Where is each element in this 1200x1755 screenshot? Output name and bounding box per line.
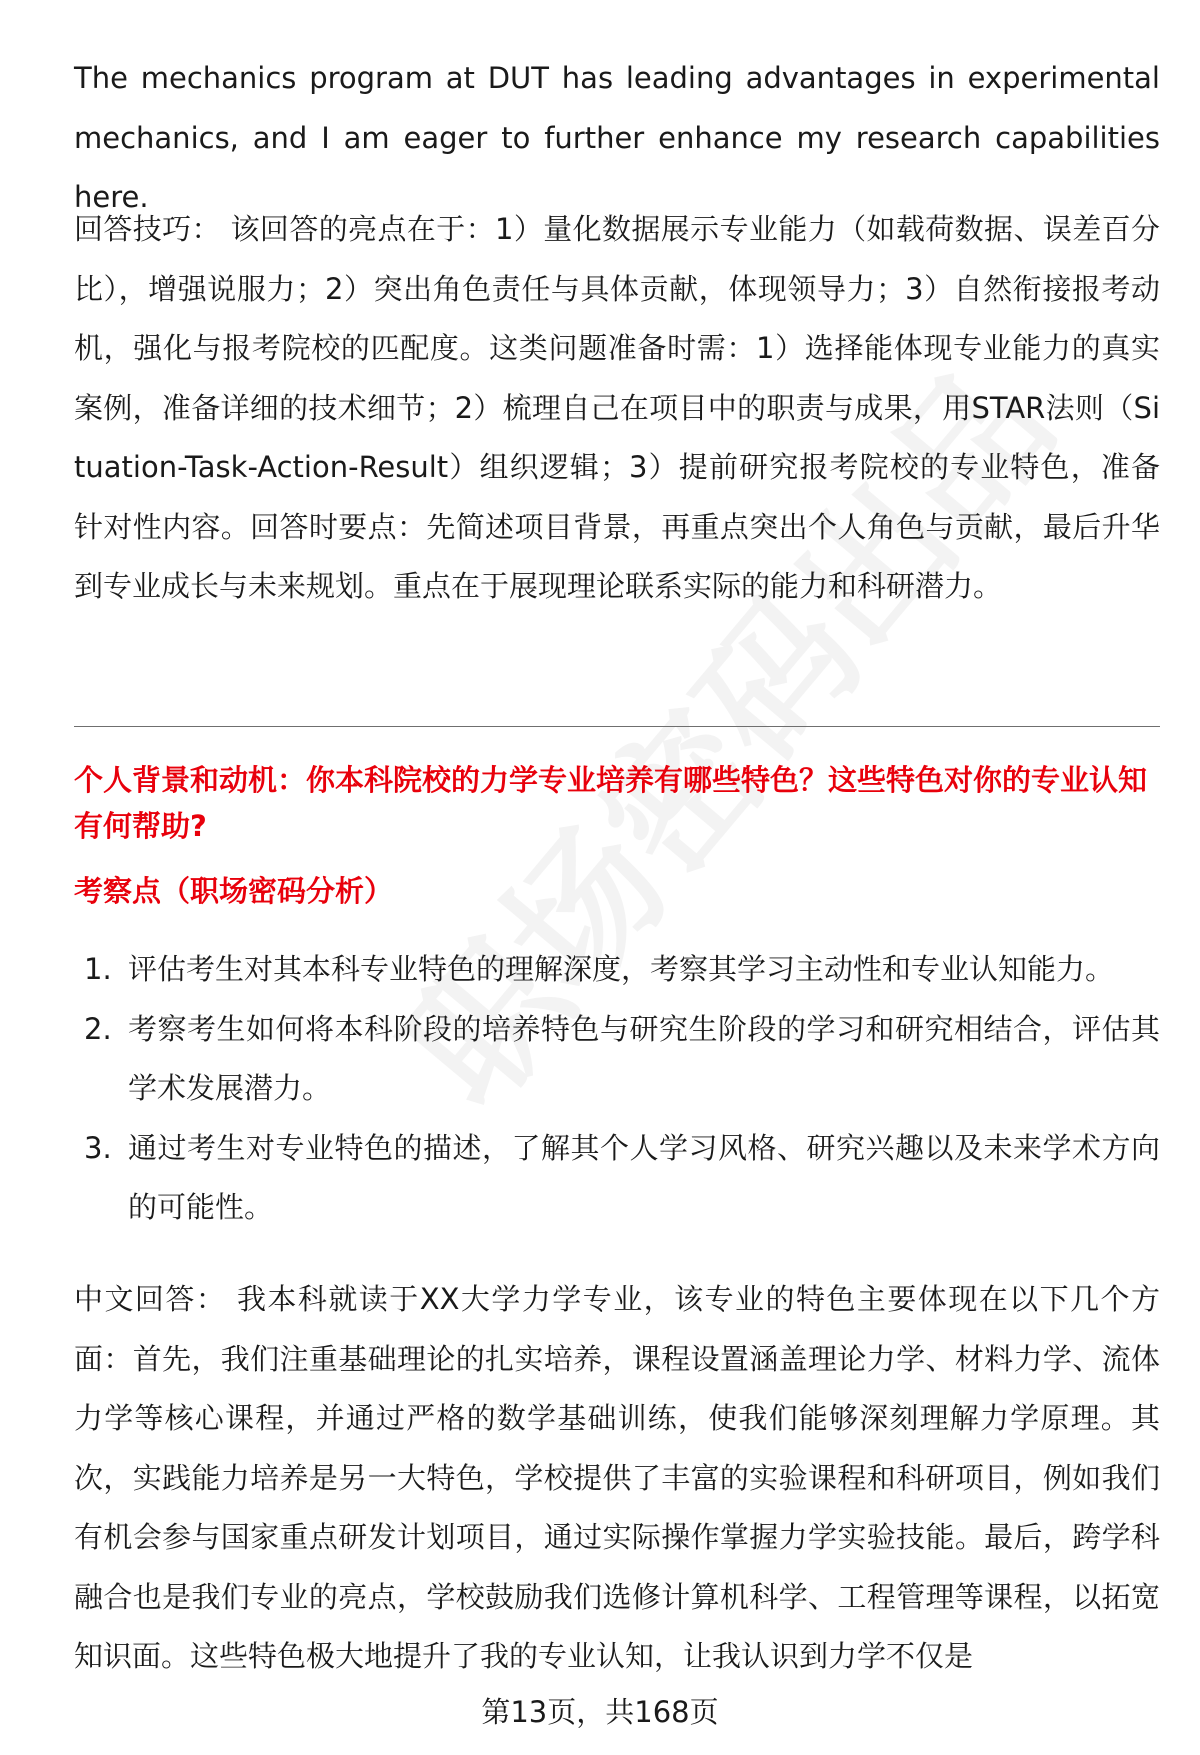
answer-tips-paragraph: [74, 200, 1160, 617]
list-item-number: 2.: [84, 1011, 112, 1046]
list-item-text: 评估考生对其本科专业特色的理解深度，考察其学习主动性和专业认知能力。: [128, 952, 1115, 986]
list-item-text: 考察考生如何将本科阶段的培养特色与研究生阶段的学习和研究相结合，评估其学术发展潜力。: [128, 1011, 1160, 1105]
list-item-number: 3.: [84, 1130, 112, 1165]
list-item-number: 1.: [84, 952, 112, 986]
page-number-footer: 第13页，共168页: [481, 1695, 719, 1729]
list-item: [74, 1000, 1160, 1119]
chinese-answer-paragraph: [74, 1270, 1160, 1687]
list-item-text: 通过考生对专业特色的描述，了解其个人学习风格、研究兴趣以及未来学术方向的可能性。: [128, 1130, 1160, 1224]
answer-tips-label: 回答技巧：: [74, 212, 221, 246]
chinese-answer-text: 我本科就读于XX大学力学专业，该专业的特色主要体现在以下几个方面：首先，我们注重基础理论的扎实培养，课程设置涵盖理论力学、材料力学、流体力学等核心课程，并通过严格的数学基础训练，使我们能够深刻理解力学原理。其次，实践能力培养是另一大特色，学校提供了丰富的实验课程和科研项目，例如我们有机会参与国家重点研发计划项目，通过实际操作掌握力学实验技能。最后，跨学科融合也是我们专业的亮点，学校鼓励我们选修计算机科学、工程管理等课程，以拓宽知识面。这些特色极大地提升了我的专业认知，让我认识到力学不仅是: [74, 1282, 1160, 1673]
section-divider: [74, 726, 1160, 727]
list-item: [74, 1119, 1160, 1238]
analysis-title: 考察点（职场密码分析）: [74, 874, 394, 908]
chinese-answer-label: 中文回答：: [74, 1282, 227, 1316]
answer-tips-text: 该回答的亮点在于：1）量化数据展示专业能力（如载荷数据、误差百分比），增强说服力；2）突出角色责任与具体贡献，体现领导力；3）自然衔接报考动机，强化与报考院校的匹配度。这类问题准备时需：1）选择能体现专业能力的真实案例，准备详细的技术细节；2）梳理自己在项目中的职责与成果，用STAR法则（Situation-Task-Action-Result）组织逻辑；3）提前研究报考院校的专业特色，准备针对性内容。回答时要点：先简述项目背景，再重点突出个人角色与贡献，最后升华到专业成长与未来规划。重点在于展现理论联系实际的能力和科研潜力。: [74, 212, 1160, 603]
english-answer-paragraph: The mechanics program at DUT has leading advantages in experimental mechanics, and I am eager to further enhance my research capabilities here.: [74, 61, 1160, 214]
analysis-points-list: [74, 940, 1160, 1238]
question-title: 个人背景和动机：你本科院校的力学专业培养有哪些特色？这些特色对你的专业认知有何帮助?: [74, 763, 1148, 843]
list-item: [74, 940, 1160, 1000]
